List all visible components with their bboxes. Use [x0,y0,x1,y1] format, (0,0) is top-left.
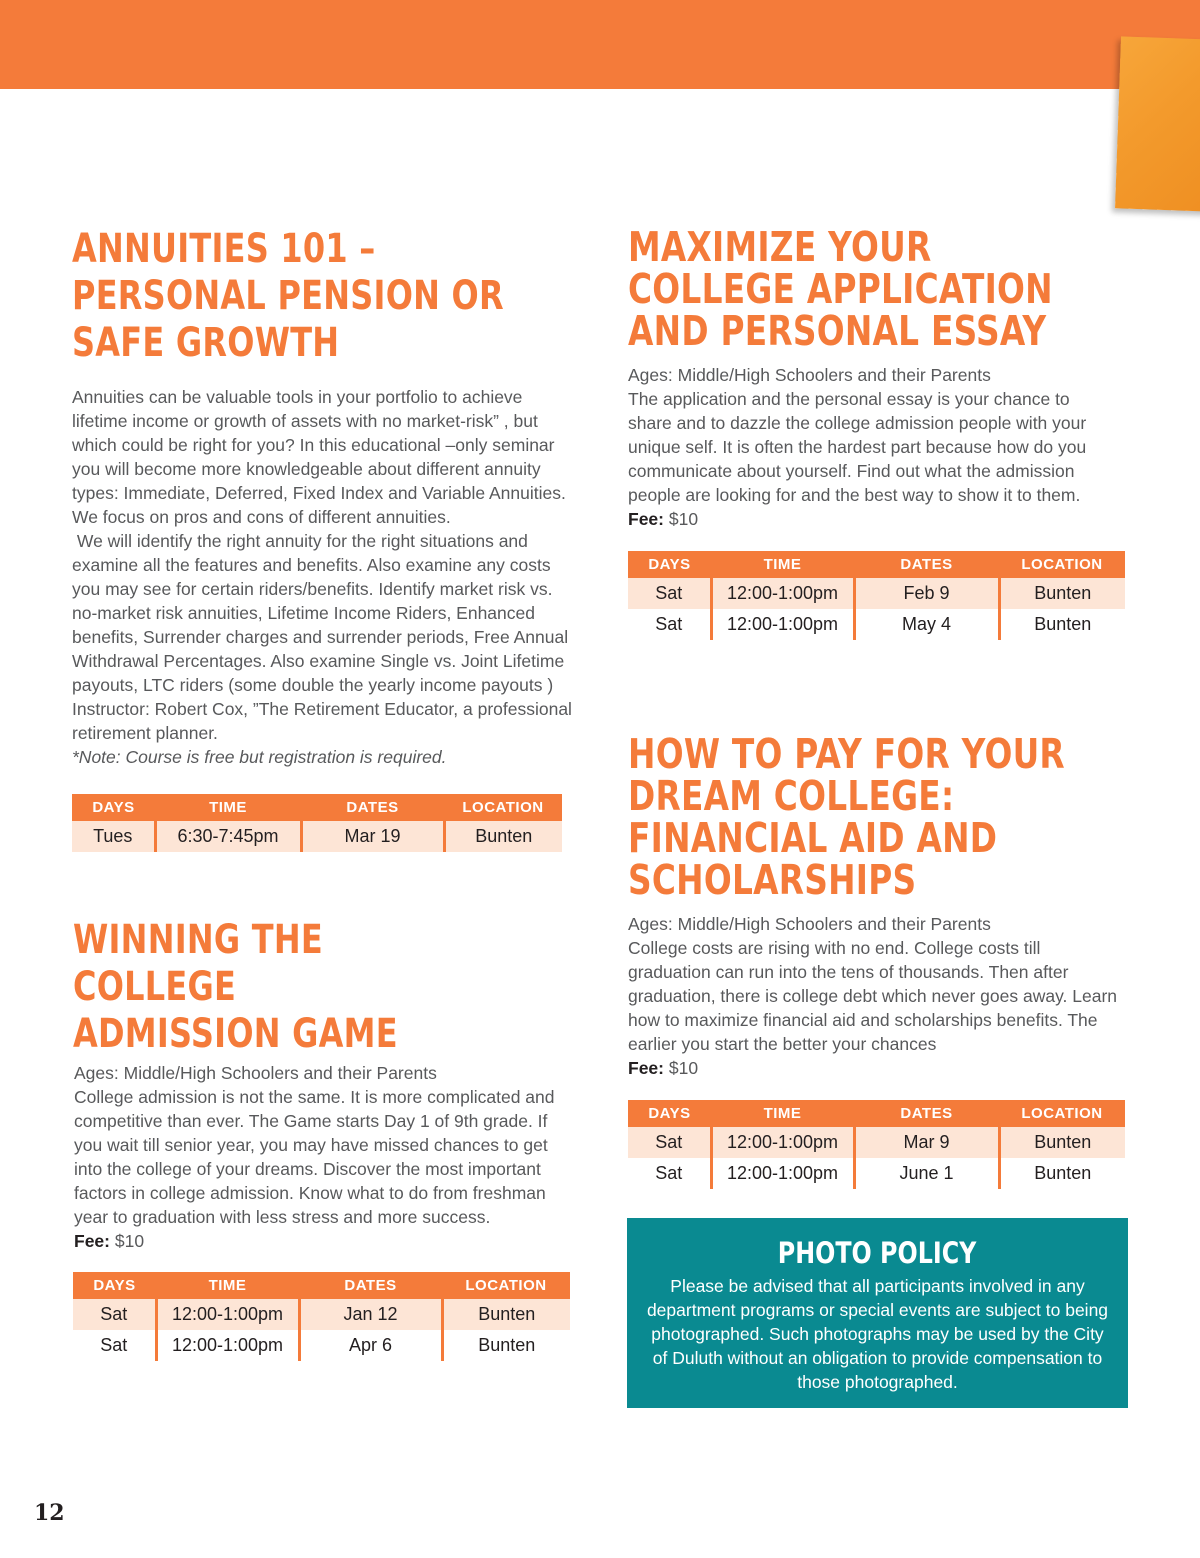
body-line: you will become more knowledgeable about different annuity [72,459,541,479]
section-body [628,363,1148,531]
body-line: College admission is not the same. It is more complicated and [74,1087,555,1107]
body-line: into the college of your dreams. Discover the most important [74,1159,541,1179]
header-time: TIME [711,551,854,578]
schedule-table [628,1100,1125,1189]
sticky-note-decoration [1115,36,1200,211]
header-dates: DATES [854,1100,999,1127]
ages-line: Ages: Middle/High Schoolers and their Parents [628,914,991,934]
body-line: Annuities can be valuable tools in your portfolio to achieve [72,387,523,407]
body-line: graduation, there is college debt which never goes away. Learn [628,986,1118,1006]
header-days: DAYS [73,1272,156,1299]
page-number: 12 [34,1500,65,1526]
cell-location: Bunten [999,578,1125,609]
table-header-row [628,551,1125,578]
body-line: year to graduation with less stress and more success. [74,1207,491,1227]
cell-time: 12:00-1:00pm [711,1158,854,1189]
table-row [73,1299,570,1330]
cell-day: Tues [72,821,155,852]
cell-date: May 4 [854,609,999,640]
section-body [628,912,1148,1080]
fee-label: Fee: [74,1231,110,1251]
header-dates: DATES [854,551,999,578]
body-line: unique self. It is often the hardest part because how do you [628,437,1087,457]
header-location: LOCATION [999,551,1125,578]
section-title: MAXIMIZE YOUR COLLEGE APPLICATION AND PERSONAL ESSAY [628,223,1053,355]
body-line: types: Immediate, Deferred, Fixed Index and Variable Annuities. [72,483,566,503]
body-line: you wait till senior year, you may have missed chances to get [74,1135,548,1155]
ages-line: Ages: Middle/High Schoolers and their Parents [628,365,991,385]
body-line: benefits, Surrender charges and surrender periods, Free Annual [72,627,569,647]
schedule-table [73,1272,570,1361]
registration-note: *Note: Course is free but registration is required. [72,747,447,767]
header-days: DAYS [628,1100,711,1127]
body-line: payouts, LTC riders (some double the yearly income payouts ) [72,675,554,695]
cell-day: Sat [628,1127,711,1158]
body-line: The application and the personal essay is your chance to [628,389,1070,409]
cell-date: Mar 9 [854,1127,999,1158]
body-line: We will identify the right annuity for the right situations and [72,531,528,551]
cell-day: Sat [73,1330,156,1361]
cell-location: Bunten [444,821,562,852]
table-row [628,1127,1125,1158]
body-line: how to maximize financial aid and scholarships benefits. The [628,1010,1098,1030]
body-line: College costs are rising with no end. College costs till [628,938,1041,958]
header-days: DAYS [72,794,155,821]
section-maximize-application [628,223,1148,640]
fee-value: $10 [668,1058,699,1078]
schedule-table [72,794,562,852]
header-location: LOCATION [999,1100,1125,1127]
header-location: LOCATION [444,794,562,821]
header-time: TIME [155,794,301,821]
body-line: earlier you start the better your chances [628,1034,937,1054]
section-body [72,385,602,769]
fee-value: $10 [114,1231,145,1251]
cell-day: Sat [628,609,711,640]
photo-policy-text: Please be advised that all participants involved in any department programs or special events are subject to being photographed. Such photographs may be used by the City of Duluth without an obligation to provide compensation to those photographed. [646,1276,1109,1392]
header-band [0,0,1200,89]
table-row [628,578,1125,609]
cell-location: Bunten [442,1299,570,1330]
table-row [72,821,562,852]
fee-label: Fee: [628,509,664,529]
cell-day: Sat [628,1158,711,1189]
cell-day: Sat [73,1299,156,1330]
body-line: examine all the features and benefits. Also examine any costs [72,555,551,575]
fee-label: Fee: [628,1058,664,1078]
body-line: We focus on pros and cons of different annuities. [72,507,451,527]
header-dates: DATES [299,1272,442,1299]
cell-location: Bunten [999,1127,1125,1158]
body-line: competitive than ever. The Game starts Day 1 of 9th grade. If [74,1111,548,1131]
body-line: people are looking for and the best way to show it to them. [628,485,1081,505]
cell-location: Bunten [999,609,1125,640]
fee-value: $10 [668,509,699,529]
cell-time: 12:00-1:00pm [156,1330,299,1361]
table-header-row [73,1272,570,1299]
cell-date: Jan 12 [299,1299,442,1330]
cell-location: Bunten [999,1158,1125,1189]
header-time: TIME [711,1100,854,1127]
body-line: Instructor: Robert Cox, ”The Retirement Educator, a professional [72,699,572,719]
table-header-row [628,1100,1125,1127]
body-line: retirement planner. [72,723,218,743]
body-line: lifetime income or growth of assets with no market-risk” , but [72,411,538,431]
section-title: HOW TO PAY FOR YOUR DREAM COLLEGE: FINANCIAL AID AND SCHOLARSHIPS [628,730,1065,904]
cell-time: 6:30-7:45pm [155,821,301,852]
table-header-row [72,794,562,821]
table-row [628,1158,1125,1189]
body-line: communicate about yourself. Find out what the admission [628,461,1075,481]
body-line: factors in college admission. Know what to do from freshman [74,1183,546,1203]
fee-line [74,1229,603,1253]
cell-time: 12:00-1:00pm [711,609,854,640]
section-title: ANNUITIES 101 – PERSONAL PENSION OR SAFE GROWTH [72,226,504,366]
cell-time: 12:00-1:00pm [711,1127,854,1158]
body-line: which could be right for you? In this educational –only seminar [72,435,555,455]
table-row [628,609,1125,640]
body-line: you may see for certain riders/benefits. Identify market risk vs. [72,579,553,599]
cell-location: Bunten [442,1330,570,1361]
ages-line: Ages: Middle/High Schoolers and their Parents [74,1063,437,1083]
body-line: graduation can run into the tens of thousands. Then after [628,962,1069,982]
section-title: WINNING THE COLLEGE ADMISSION GAME [73,917,398,1057]
photo-policy-box [627,1218,1128,1408]
body-line: Withdrawal Percentages. Also examine Single vs. Joint Lifetime [72,651,565,671]
cell-date: Apr 6 [299,1330,442,1361]
body-line: share and to dazzle the college admission people with your [628,413,1087,433]
section-pay-for-college [628,730,1148,1189]
section-winning-admission [73,917,603,1361]
schedule-table [628,551,1125,640]
cell-date: Feb 9 [854,578,999,609]
cell-date: June 1 [854,1158,999,1189]
cell-day: Sat [628,578,711,609]
section-annuities [72,226,602,852]
header-location: LOCATION [442,1272,570,1299]
header-time: TIME [156,1272,299,1299]
cell-date: Mar 19 [301,821,444,852]
section-body [73,1061,603,1253]
header-days: DAYS [628,551,711,578]
photo-policy-title: PHOTO POLICY [778,1236,977,1270]
table-row [73,1330,570,1361]
fee-line [628,507,1148,531]
cell-time: 12:00-1:00pm [156,1299,299,1330]
cell-time: 12:00-1:00pm [711,578,854,609]
fee-line [628,1056,1148,1080]
header-dates: DATES [301,794,444,821]
body-line: no-market risk annuities, Lifetime Income Riders, Enhanced [72,603,535,623]
